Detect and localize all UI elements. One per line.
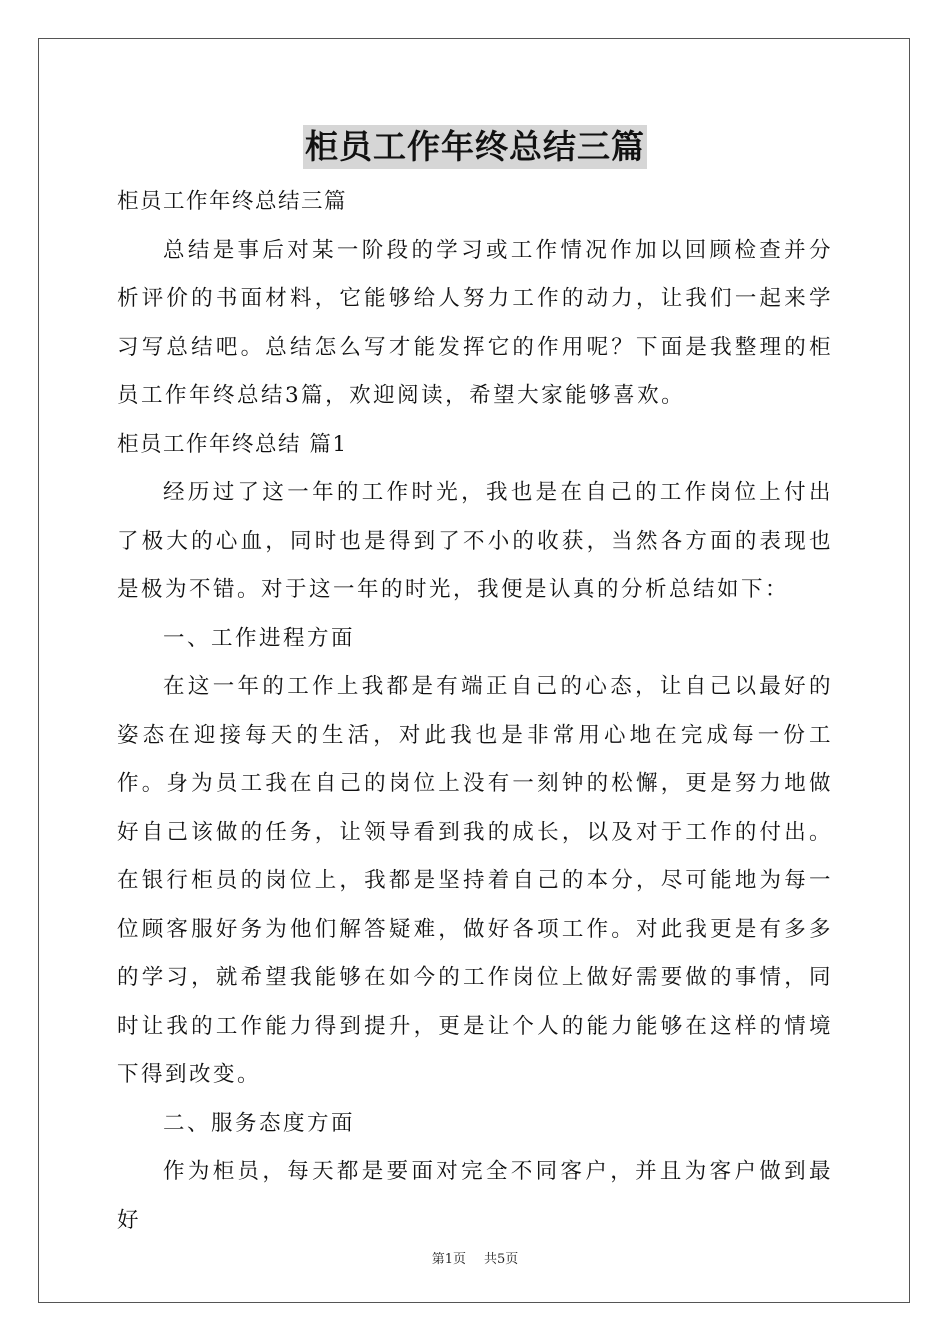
document-body <box>117 178 833 1245</box>
subtitle-line: 柜员工作年终总结三篇 <box>117 189 348 214</box>
intro-paragraph: 总结是事后对某一阶段的学习或工作情况作加以回顾检查并分析评价的书面材料，它能够给人努力工作的动力，让我们一起来学习写总结吧。总结怎么写才能发挥它的作用呢？下面是我整理的柜员工作年终总结3篇，欢迎阅读，希望大家能够喜欢。 <box>117 237 833 408</box>
document-title: 柜员工作年终总结三篇 <box>303 125 647 169</box>
page-footer <box>0 1248 950 1267</box>
paragraph-overview: 经历过了这一年的工作时光，我也是在自己的工作岗位上付出了极大的心血，同时也是得到了不小的收获，当然各方面的表现也是极为不错。对于这一年的时光，我便是认真的分析总结如下： <box>117 480 833 602</box>
section-heading-1: 柜员工作年终总结 篇1 <box>117 431 348 457</box>
paragraph-work-progress: 在这一年的工作上我都是有端正自己的心态，让自己以最好的姿态在迎接每天的生活，对此我也是非常用心地在完成每一份工作。身为员工我在自己的岗位上没有一刻钟的松懈，更是努力地做好自己该做的任务，让领导看到我的成长，以及对于工作的付出。在银行柜员的岗位上，我都是坚持着自己的本分，尽可能地为每一位顾客服好务为他们解答疑难，做好各项工作。对此我更是有多多的学习，就希望我能够在如今的工作岗位上做好需要做的事情，同时让我的工作能力得到提升，更是让个人的能力能够在这样的情境下得到改变。 <box>117 674 833 1087</box>
title-area <box>0 125 950 169</box>
subheading-service-attitude: 二、服务态度方面 <box>163 1110 356 1136</box>
paragraph-service-attitude: 作为柜员，每天都是要面对完全不同客户，并且为客户做到最好 <box>117 1159 833 1233</box>
page-total: 共5页 <box>484 1252 519 1267</box>
subheading-work-progress: 一、工作进程方面 <box>163 625 356 651</box>
page-number: 第1页 <box>431 1252 466 1267</box>
